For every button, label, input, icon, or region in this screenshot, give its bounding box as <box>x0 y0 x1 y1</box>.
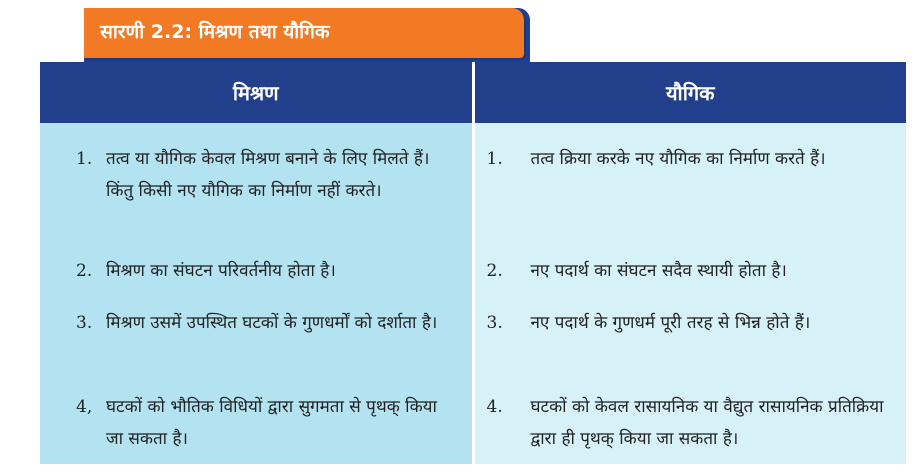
header-mixture: मिश्रण <box>232 81 279 105</box>
compound-item-1 <box>487 143 887 175</box>
table-header <box>40 62 906 123</box>
mixture-column <box>40 123 472 464</box>
item-number: 4. <box>486 397 503 417</box>
item-text: नए पदार्थ का संघटन सदैव स्थायी होता है। <box>530 261 787 281</box>
item-number: 2. <box>486 261 503 281</box>
table-body <box>40 123 906 464</box>
item-number: 1. <box>76 149 93 169</box>
compound-item-2 <box>487 255 887 287</box>
mixture-item-2 <box>76 255 456 287</box>
comparison-table <box>40 62 906 464</box>
item-text: नए पदार्थ के गुणधर्म पूरी तरह से भिन्न होते हैं। <box>530 313 811 333</box>
header-compound: यौगिक <box>665 81 715 105</box>
item-number: 2. <box>76 261 93 281</box>
item-text: तत्व या यौगिक केवल मिश्रण बनाने के लिए मिलते हैं। किंतु किसी नए यौगिक का निर्माण नहीं करते। <box>106 149 430 201</box>
item-number: 1. <box>486 149 503 169</box>
item-text: घटकों को केवल रासायनिक या वैद्युत रासायनिक प्रतिक्रिया द्वारा ही पृथक् किया जा सकता है। <box>530 397 884 449</box>
item-text: मिश्रण उसमें उपस्थित घटकों के गुणधर्मों को दर्शाता है। <box>106 313 438 333</box>
compound-column <box>475 123 907 464</box>
item-text: मिश्रण का संघटन परिवर्तनीय होता है। <box>106 261 336 281</box>
compound-item-3 <box>487 307 887 339</box>
mixture-item-4 <box>76 391 456 455</box>
item-number: 4, <box>76 397 93 417</box>
mixture-item-1 <box>76 143 456 207</box>
item-number: 3. <box>486 313 503 333</box>
mixture-item-3 <box>76 307 456 339</box>
table-title: सारणी 2.2: मिश्रण तथा यौगिक <box>100 21 330 43</box>
item-text: घटकों को भौतिक विधियों द्वारा सुगमता से पृथक् किया जा सकता है। <box>106 397 437 449</box>
item-number: 3. <box>76 313 93 333</box>
compound-item-4 <box>487 391 887 455</box>
item-text: तत्व क्रिया करके नए यौगिक का निर्माण करते हैं। <box>530 149 826 169</box>
